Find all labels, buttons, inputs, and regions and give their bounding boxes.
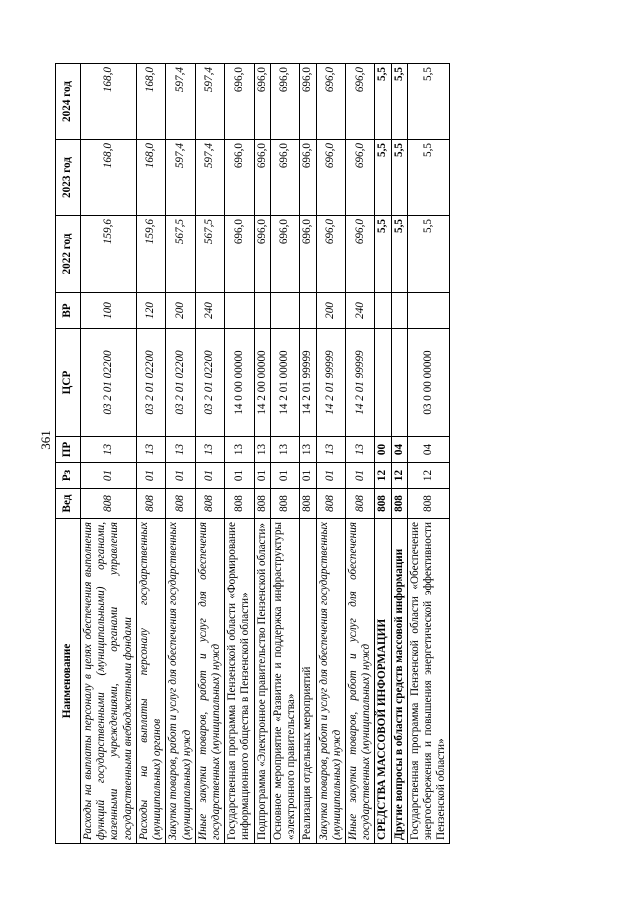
header-ved: Вед <box>56 489 81 519</box>
cell-2023: 696,0 <box>270 140 299 216</box>
cell-pr: 13 <box>270 437 299 463</box>
cell-csr: 03 2 01 02200 <box>166 329 195 437</box>
cell-vr: 240 <box>195 293 224 329</box>
table-row <box>270 64 299 844</box>
cell-rz: 01 <box>136 463 165 489</box>
cell-ved: 808 <box>300 489 316 519</box>
cell-2022: 696,0 <box>316 216 345 293</box>
cell-2024: 5,5 <box>375 64 391 140</box>
cell-2023: 5,5 <box>375 140 391 216</box>
cell-csr: 03 0 00 00000 <box>407 329 450 437</box>
cell-vr: 120 <box>136 293 165 329</box>
table-row <box>300 64 316 844</box>
table-row <box>254 64 270 844</box>
cell-csr: 14 2 00 00000 <box>254 329 270 437</box>
cell-name: Расходы на выплаты персоналу в целях обеспечения выполнения функций государственными (муниципальными) органами, казенными учреждениями, органами управления государственными внебюджетными фондами <box>81 519 137 844</box>
cell-2024: 696,0 <box>316 64 345 140</box>
cell-ved: 808 <box>136 489 165 519</box>
cell-pr: 13 <box>225 437 254 463</box>
cell-csr <box>375 329 391 437</box>
table-row <box>166 64 195 844</box>
cell-name: Государственная программа Пензенской области «Формирование информационного общества в Пензенской области» <box>225 519 254 844</box>
cell-2023: 696,0 <box>345 140 374 216</box>
cell-2022: 696,0 <box>225 216 254 293</box>
cell-2024: 696,0 <box>270 64 299 140</box>
header-2022: 2022 год <box>56 216 81 293</box>
cell-csr: 14 2 01 00000 <box>270 329 299 437</box>
table-row <box>391 64 407 844</box>
table-row <box>407 64 450 844</box>
page-number: 361 <box>38 430 53 450</box>
header-pr: ПР <box>56 437 81 463</box>
cell-2022: 696,0 <box>270 216 299 293</box>
cell-2023: 5,5 <box>391 140 407 216</box>
cell-rz: 01 <box>270 463 299 489</box>
header-name: Наименование <box>56 519 81 844</box>
cell-pr: 13 <box>195 437 224 463</box>
cell-name: СРЕДСТВА МАССОВОЙ ИНФОРМАЦИИ <box>375 519 391 844</box>
cell-2023: 597,4 <box>195 140 224 216</box>
cell-2024: 168,0 <box>81 64 137 140</box>
cell-vr: 100 <box>81 293 137 329</box>
table-row <box>345 64 374 844</box>
cell-rz: 01 <box>254 463 270 489</box>
cell-vr <box>391 293 407 329</box>
cell-rz: 01 <box>316 463 345 489</box>
table-row <box>136 64 165 844</box>
cell-vr <box>407 293 450 329</box>
cell-name: Государственная программа Пензенской области «Обеспечение энергосбережения и повышения энергетической эффективности Пензенской области» <box>407 519 450 844</box>
cell-pr: 00 <box>375 437 391 463</box>
cell-2024: 696,0 <box>225 64 254 140</box>
cell-pr: 13 <box>345 437 374 463</box>
cell-2022: 696,0 <box>300 216 316 293</box>
table-body <box>81 64 450 844</box>
cell-csr: 03 2 01 02200 <box>195 329 224 437</box>
table-header-row <box>56 64 81 844</box>
cell-ved: 808 <box>270 489 299 519</box>
table-row <box>81 64 137 844</box>
cell-2024: 5,5 <box>407 64 450 140</box>
cell-name: Реализация отдельных мероприятий <box>300 519 316 844</box>
cell-rz: 01 <box>195 463 224 489</box>
cell-pr: 04 <box>391 437 407 463</box>
cell-ved: 808 <box>225 489 254 519</box>
cell-name: Другие вопросы в области средств массовой информации <box>391 519 407 844</box>
cell-vr <box>225 293 254 329</box>
table-row <box>316 64 345 844</box>
cell-2022: 567,5 <box>166 216 195 293</box>
cell-name: Расходы на выплаты персоналу государственных (муниципальных) органов <box>136 519 165 844</box>
cell-csr: 14 2 01 99999 <box>300 329 316 437</box>
cell-ved: 808 <box>345 489 374 519</box>
cell-vr: 240 <box>345 293 374 329</box>
cell-rz: 12 <box>407 463 450 489</box>
cell-vr <box>375 293 391 329</box>
cell-name: Иные закупки товаров, работ и услуг для обеспечения государственных (муниципальных) нужд <box>345 519 374 844</box>
cell-rz: 12 <box>391 463 407 489</box>
header-rz: Рз <box>56 463 81 489</box>
cell-2024: 696,0 <box>345 64 374 140</box>
cell-vr <box>254 293 270 329</box>
cell-ved: 808 <box>254 489 270 519</box>
cell-2023: 5,5 <box>407 140 450 216</box>
cell-name: Основное мероприятие «Развитие и поддержка инфраструктуры «электронного правительства» <box>270 519 299 844</box>
cell-2023: 696,0 <box>300 140 316 216</box>
cell-2022: 159,6 <box>136 216 165 293</box>
cell-vr: 200 <box>316 293 345 329</box>
header-vr: ВР <box>56 293 81 329</box>
cell-2024: 597,4 <box>166 64 195 140</box>
cell-ved: 808 <box>391 489 407 519</box>
cell-csr: 14 2 01 99999 <box>345 329 374 437</box>
cell-vr: 200 <box>166 293 195 329</box>
cell-2023: 696,0 <box>316 140 345 216</box>
cell-ved: 808 <box>81 489 137 519</box>
cell-pr: 04 <box>407 437 450 463</box>
cell-2024: 696,0 <box>254 64 270 140</box>
cell-pr: 13 <box>81 437 137 463</box>
cell-csr: 14 0 00 00000 <box>225 329 254 437</box>
table-row <box>375 64 391 844</box>
budget-table <box>55 63 450 844</box>
cell-ved: 808 <box>166 489 195 519</box>
header-csr: ЦСР <box>56 329 81 437</box>
cell-ved: 808 <box>375 489 391 519</box>
cell-csr: 03 2 01 02200 <box>136 329 165 437</box>
cell-2023: 696,0 <box>254 140 270 216</box>
cell-name: Закупка товаров, работ и услуг для обеспечения государственных (муниципальных) нужд <box>166 519 195 844</box>
cell-2024: 168,0 <box>136 64 165 140</box>
cell-pr: 13 <box>300 437 316 463</box>
cell-ved: 808 <box>407 489 450 519</box>
cell-pr: 13 <box>136 437 165 463</box>
cell-rz: 01 <box>166 463 195 489</box>
cell-vr <box>300 293 316 329</box>
cell-name: Закупка товаров, работ и услуг для обеспечения государственных (муниципальных) нужд <box>316 519 345 844</box>
cell-2023: 696,0 <box>225 140 254 216</box>
cell-pr: 13 <box>316 437 345 463</box>
cell-csr: 14 2 01 99999 <box>316 329 345 437</box>
table-row <box>195 64 224 844</box>
rotated-table-wrapper <box>55 64 517 844</box>
cell-ved: 808 <box>195 489 224 519</box>
cell-csr: 03 2 01 02200 <box>81 329 137 437</box>
cell-rz: 01 <box>81 463 137 489</box>
cell-2023: 168,0 <box>136 140 165 216</box>
cell-rz: 12 <box>375 463 391 489</box>
cell-2022: 696,0 <box>254 216 270 293</box>
cell-2022: 159,6 <box>81 216 137 293</box>
cell-rz: 01 <box>345 463 374 489</box>
cell-2022: 696,0 <box>345 216 374 293</box>
cell-rz: 01 <box>225 463 254 489</box>
cell-pr: 13 <box>166 437 195 463</box>
header-2023: 2023 год <box>56 140 81 216</box>
cell-name: Подпрограмма «Электронное правительство Пензенской области» <box>254 519 270 844</box>
cell-2024: 696,0 <box>300 64 316 140</box>
cell-2023: 168,0 <box>81 140 137 216</box>
cell-csr <box>391 329 407 437</box>
header-2024: 2024 год <box>56 64 81 140</box>
table-row <box>225 64 254 844</box>
cell-2022: 5,5 <box>391 216 407 293</box>
cell-2023: 597,4 <box>166 140 195 216</box>
cell-ved: 808 <box>316 489 345 519</box>
cell-2022: 567,5 <box>195 216 224 293</box>
cell-2022: 5,5 <box>375 216 391 293</box>
cell-vr <box>270 293 299 329</box>
cell-pr: 13 <box>254 437 270 463</box>
cell-name: Иные закупки товаров, работ и услуг для обеспечения государственных (муниципальных) нужд <box>195 519 224 844</box>
cell-2024: 5,5 <box>391 64 407 140</box>
cell-rz: 01 <box>300 463 316 489</box>
cell-2024: 597,4 <box>195 64 224 140</box>
cell-2022: 5,5 <box>407 216 450 293</box>
